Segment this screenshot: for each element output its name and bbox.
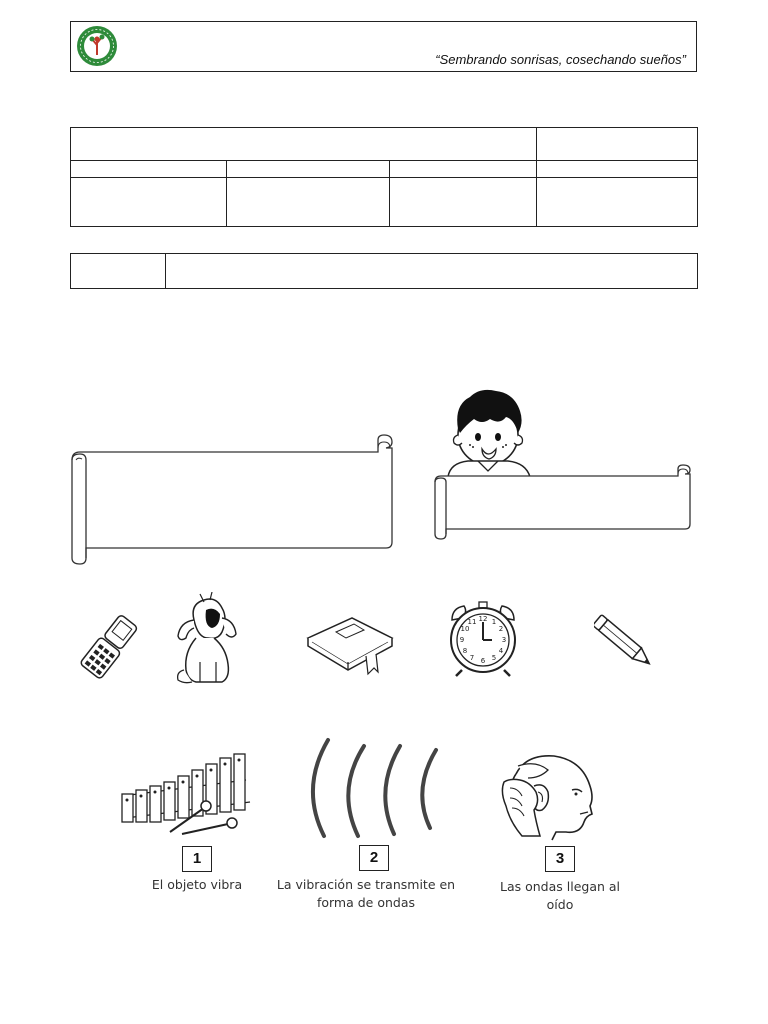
- name-value-cell[interactable]: [166, 254, 698, 289]
- header-box: [70, 21, 697, 72]
- svg-text:4: 4: [498, 647, 504, 655]
- step-number-2: 2: [359, 845, 389, 871]
- book-icon[interactable]: [304, 612, 394, 676]
- pencil-icon[interactable]: [594, 614, 660, 676]
- svg-text:2: 2: [498, 625, 504, 633]
- svg-text:12: 12: [478, 615, 488, 623]
- info-value-cell-3[interactable]: [390, 178, 537, 227]
- svg-text:3: 3: [501, 636, 507, 644]
- scroll-banner-left[interactable]: [68, 434, 396, 566]
- svg-text:5: 5: [491, 654, 497, 662]
- cellphone-icon[interactable]: [74, 612, 144, 682]
- info-value-cell-1[interactable]: [71, 178, 227, 227]
- info-value-cell-4[interactable]: [537, 178, 698, 227]
- svg-text:6: 6: [480, 657, 486, 665]
- svg-text:7: 7: [469, 654, 475, 662]
- info-cell-subject[interactable]: [71, 128, 537, 161]
- step-number-1: 1: [182, 846, 212, 872]
- school-logo-icon: [76, 25, 118, 67]
- step-caption-1: El objeto vibra: [151, 877, 243, 892]
- info-label-cell-1: [71, 161, 227, 178]
- step-caption-2: La vibración se transmite en forma de ondas: [276, 877, 456, 910]
- step-number-3: 3: [545, 846, 575, 872]
- school-motto: “Sembrando sonrisas, cosechando sueños”: [435, 52, 686, 67]
- alarm-clock-icon[interactable]: [444, 600, 522, 678]
- barking-dog-icon[interactable]: [170, 592, 242, 688]
- step-caption-3: Las ondas llegan al oído: [499, 879, 621, 912]
- svg-text:8: 8: [462, 647, 468, 655]
- info-label-cell-2: [226, 161, 390, 178]
- info-table: [70, 127, 698, 227]
- scroll-banner-right[interactable]: [432, 464, 694, 540]
- svg-text:1: 1: [491, 618, 497, 626]
- svg-text:10: 10: [460, 625, 470, 633]
- info-label-cell-3: [390, 161, 537, 178]
- info-label-cell-4: [537, 161, 698, 178]
- svg-text:9: 9: [459, 636, 465, 644]
- name-label-cell: [71, 254, 166, 289]
- info-cell-date[interactable]: [537, 128, 698, 161]
- svg-text:11: 11: [467, 618, 477, 626]
- xylophone-icon: [116, 752, 258, 838]
- ear-listening-icon: [496, 752, 596, 842]
- info-value-cell-2[interactable]: [226, 178, 390, 227]
- name-table: [70, 253, 698, 289]
- sound-waves-icon: [300, 736, 445, 842]
